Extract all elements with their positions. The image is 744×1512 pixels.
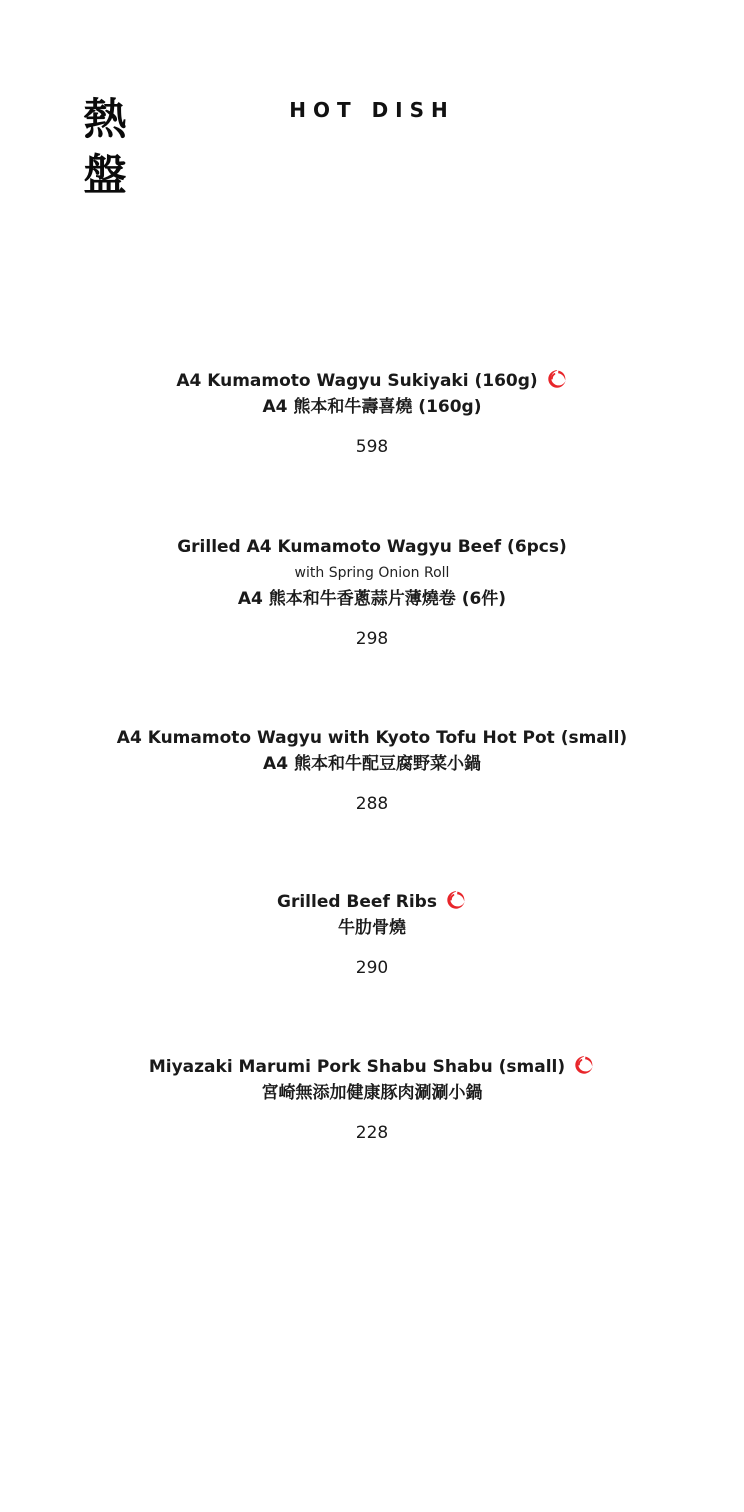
menu-item-pork-shabu <box>0 1054 744 1143</box>
section-title-english: HOT DISH <box>289 98 455 122</box>
menu-item-beef-ribs <box>0 889 744 978</box>
item-name-en: A4 Kumamoto Wagyu with Kyoto Tofu Hot Pot (small) <box>116 728 628 748</box>
item-name-en: Miyazaki Marumi Pork Shabu Shabu (small) <box>0 1054 744 1080</box>
item-name-zh: A4 熊本和牛配豆腐野菜小鍋 <box>263 754 481 774</box>
spicy-icon <box>573 1054 595 1076</box>
item-name-zh: 牛肋骨燒 <box>338 918 406 938</box>
spicy-icon <box>546 368 568 390</box>
title-char-2: 盤 <box>83 151 127 201</box>
item-price: 228 <box>355 1123 389 1143</box>
item-subtitle: with Spring Onion Roll <box>294 565 450 581</box>
item-name-zh: 宮崎無添加健康豚肉涮涮小鍋 <box>261 1083 483 1103</box>
item-price: 290 <box>355 958 389 978</box>
spicy-icon <box>445 889 467 911</box>
item-name-zh: A4 熊本和牛香蔥蒜片薄燒卷 (6件) <box>237 589 507 609</box>
menu-item-sukiyaki <box>0 368 744 457</box>
menu-item-tofu-hot-pot <box>0 725 744 814</box>
item-name-en: Grilled Beef Ribs <box>0 889 744 915</box>
item-name-en: A4 Kumamoto Wagyu Sukiyaki (160g) <box>0 368 744 394</box>
item-price: 288 <box>355 794 389 814</box>
title-char-1: 熱 <box>83 95 127 145</box>
item-price: 598 <box>355 437 389 457</box>
menu-item-grilled-wagyu <box>0 534 744 649</box>
item-name-zh: A4 熊本和牛壽喜燒 (160g) <box>262 397 482 417</box>
item-name-en: Grilled A4 Kumamoto Wagyu Beef (6pcs) <box>177 537 567 557</box>
item-price: 298 <box>355 629 389 649</box>
